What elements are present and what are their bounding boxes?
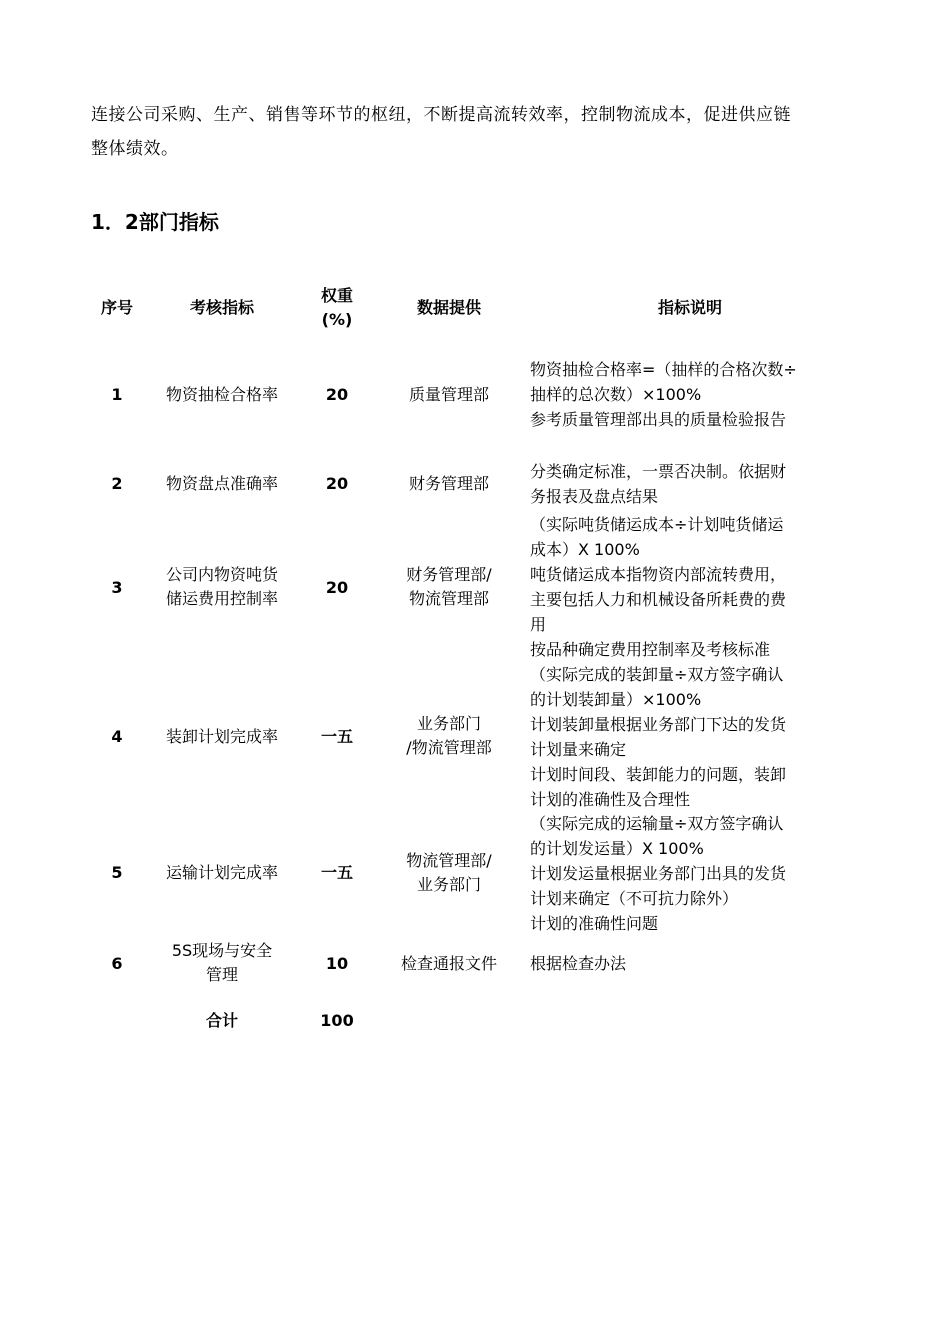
description-line: 物资抽检合格率=（抽样的合格次数÷ <box>530 360 797 379</box>
row-source <box>384 712 514 760</box>
header-description: 指标说明 <box>657 298 722 317</box>
row-indicator: 运输计划完成率 <box>165 863 278 882</box>
row-seq: 5 <box>111 863 123 882</box>
description-line: （实际吨货储运成本÷计划吨货储运 <box>530 515 784 534</box>
row-description <box>530 811 860 936</box>
description-line: 用 <box>530 615 547 634</box>
source-line: 财务管理部/ <box>406 565 492 584</box>
description-line: 计划量来确定 <box>530 740 627 759</box>
description-line: （实际完成的运输量÷双方签字确认 <box>530 814 784 833</box>
row-description <box>530 662 860 812</box>
row-indicator: 物资抽检合格率 <box>165 385 278 404</box>
indicator-line: 5S现场与安全 <box>171 941 273 960</box>
source-line: 物流管理部/ <box>406 851 492 870</box>
description-line: 吨货储运成本指物资内部流转费用， <box>530 565 787 584</box>
row-description <box>530 357 860 432</box>
row-seq: 1 <box>111 385 123 404</box>
row-weight: 一五 <box>320 863 353 882</box>
header-weight-line1: 权重 <box>320 286 353 305</box>
intro-line-1: 连接公司采购、生产、销售等环节的枢纽，不断提高流转效率，控制物流成本，促进供应链 <box>91 105 791 125</box>
total-value: 100 <box>320 1011 354 1030</box>
description-line: 计划装卸量根据业务部门下达的发货 <box>530 715 787 734</box>
section-heading: 1．2部门指标 <box>91 210 219 234</box>
indicator-line: 管理 <box>205 965 238 984</box>
header-data-source: 数据提供 <box>416 298 481 317</box>
row-description <box>530 459 860 509</box>
row-weight: 20 <box>325 474 349 493</box>
row-seq: 2 <box>111 474 123 493</box>
description-line: 抽样的总次数）×100% <box>530 385 702 404</box>
row-indicator <box>150 563 294 611</box>
description-line: 计划发运量根据业务部门出具的发货 <box>530 864 787 883</box>
description-line: 按品种确定费用控制率及考核标准 <box>530 640 771 659</box>
row-weight: 20 <box>325 385 349 404</box>
description-line: 务报表及盘点结果 <box>530 487 659 506</box>
description-line: 计划的准确性问题 <box>530 914 659 933</box>
description-line: 分类确定标准，一票否决制。依据财 <box>530 462 787 481</box>
row-source <box>384 563 514 611</box>
description-line: 根据检查办法 <box>530 954 627 973</box>
intro-paragraph <box>91 98 871 166</box>
source-line: 业务部门 <box>416 875 481 894</box>
header-indicator: 考核指标 <box>189 298 254 317</box>
row-source: 检查通报文件 <box>400 954 497 973</box>
row-seq: 6 <box>111 954 123 973</box>
description-line: 的计划装卸量）×100% <box>530 690 702 709</box>
description-line: 的计划发运量）X 100% <box>530 839 704 858</box>
row-indicator: 物资盘点准确率 <box>165 474 278 493</box>
description-line: 计划时间段、装卸能力的问题，装卸 <box>530 765 787 784</box>
row-weight: 10 <box>325 954 349 973</box>
row-weight: 一五 <box>320 727 353 746</box>
row-source <box>384 849 514 897</box>
row-description <box>530 512 860 662</box>
row-seq: 4 <box>111 727 123 746</box>
row-source: 质量管理部 <box>408 385 489 404</box>
total-label: 合计 <box>205 1011 238 1030</box>
row-seq: 3 <box>111 578 123 597</box>
row-indicator <box>150 939 294 987</box>
description-line: 参考质量管理部出具的质量检验报告 <box>530 410 787 429</box>
row-indicator: 装卸计划完成率 <box>165 727 278 746</box>
intro-line-2: 整体绩效。 <box>91 139 179 159</box>
indicator-line: 储运费用控制率 <box>165 589 278 608</box>
description-line: 计划的准确性及合理性 <box>530 790 691 809</box>
description-line: （实际完成的装卸量÷双方签字确认 <box>530 665 784 684</box>
row-description <box>530 951 860 976</box>
indicator-line: 公司内物资吨货 <box>165 565 278 584</box>
header-weight <box>308 284 366 332</box>
row-source: 财务管理部 <box>408 474 489 493</box>
description-line: 计划来确定（不可抗力除外） <box>530 889 739 908</box>
source-line: 业务部门 <box>416 714 481 733</box>
row-weight: 20 <box>325 578 349 597</box>
source-line: 物流管理部 <box>408 589 489 608</box>
header-seq: 序号 <box>100 298 133 317</box>
description-line: 主要包括人力和机械设备所耗费的费 <box>530 590 787 609</box>
source-line: /物流管理部 <box>406 738 492 757</box>
header-weight-line2: (%) <box>321 310 353 329</box>
description-line: 成本）X 100% <box>530 540 640 559</box>
